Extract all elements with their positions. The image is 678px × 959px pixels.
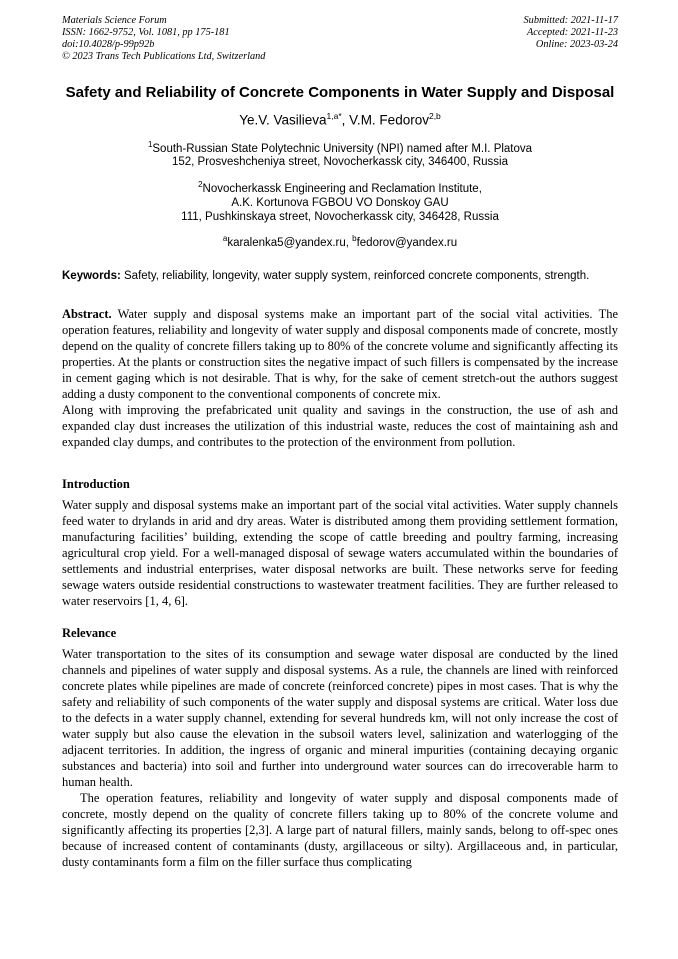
introduction-paragraph-1: Water supply and disposal systems make an important part of the social vital activities. Water supply channels feed water to drylands in arid and dry areas. Water is distributed among them providing settlement formation, manufacturing facilities’ building, extending the scope of cattle breeding and poultry farming, increasing agricultural crop yield. For a well-managed disposal of sewage waters accumulated within the boundaries of settlements and industrial enterprises, water disposal networks are built. These networks serve for feeding sewage waters outside residential constructions to wastewater treatment facilities. They are further released to water reservoirs [1, 4, 6]. bbox=[62, 497, 618, 608]
accepted-date: Accepted: 2021-11-23 bbox=[526, 27, 618, 38]
relevance-paragraph-1: Water transportation to the sites of its consumption and sewage water disposal are conducted by the lined channels and pipelines of water supply and disposal systems. As a rule, the channels are lined with reinforced concrete plates while pipelines are made of concrete (reinforced concrete) pipes in most cases. That is why the safety and reliability of such components of the water supply and disposal systems are critical. Water loss due to the defects in a water supply channel, extending for several hundreds km, will not only increase the cost of water supply but also cause the elevation in the subsoil waters level, salinization and waterlogging of the adjacent territories. In addition, the ingress of organic and mineral impurities (containing decaying organic substances and bacteria) into soil and further into underground water sources can do irrecoverable harm to human health. bbox=[62, 646, 618, 789]
abstract-paragraph-1 bbox=[62, 306, 618, 402]
author-1-name: Ye.V. Vasilieva bbox=[239, 112, 327, 128]
copyright-line: © 2023 Trans Tech Publications Ltd, Switzerland bbox=[62, 51, 266, 62]
affiliation-2-superscript: 2 bbox=[198, 180, 203, 190]
affiliation-2 bbox=[62, 178, 618, 224]
affiliation-2-line-1 bbox=[62, 178, 618, 196]
doi-line: doi:10.4028/p-99p92b bbox=[62, 39, 155, 50]
email-1-superscript: a bbox=[222, 234, 228, 244]
author-emails bbox=[62, 232, 618, 250]
journal-header-right bbox=[524, 15, 618, 63]
author-separator: , bbox=[341, 112, 350, 128]
email-1-address: karalenka5@yandex.ru, bbox=[227, 236, 353, 249]
abstract-label: Abstract. bbox=[62, 306, 112, 321]
relevance-paragraph-2: The operation features, reliability and longevity of water supply and disposal components made of concrete, mostly depend on the quality of concrete fillers taking up to 80% of the concrete volume and significantly affecting its properties [2,3]. A large part of natural fillers, mainly sands, belong to off-spec ones because of increased content of contaminants (dusty, argillaceous or silty). Argillaceous and, in particular, dusty contaminants form a film on the filler surface thus complicating bbox=[62, 790, 618, 869]
paper-title: Safety and Reliability of Concrete Components in Water Supply and Disposal bbox=[65, 84, 615, 101]
affiliation-1-text: South-Russian State Polytechnic University (NPI) named after M.I. Platova bbox=[152, 142, 533, 155]
author-2-name: V.M. Fedorov bbox=[349, 112, 429, 128]
abstract-text: Water supply and disposal systems make an important part of the social vital activities. The operation features, reliability and longevity of water supply and disposal components made of concrete, mostly depend on the quality of concrete fillers taking up to 80% of the concrete volume and significantly affecting its properties. At the plants or construction sites the negative impact of such fillers is compensated by the increase in cement gaging which is not desirable. That is why, for the sake of cement stretch-out the authors suggest adding a dusty component to the conventional components of concrete mix. bbox=[62, 306, 619, 401]
keywords-block bbox=[62, 269, 618, 284]
email-2-superscript: b bbox=[352, 234, 357, 244]
online-date: Online: 2023-03-24 bbox=[535, 39, 618, 50]
section-heading-relevance: Relevance bbox=[62, 625, 117, 640]
affiliation-1 bbox=[62, 138, 618, 170]
affiliation-2-line-2: A.K. Kortunova FGBOU VO Donskoy GAU bbox=[231, 197, 449, 210]
issn-volume-line: ISSN: 1662-9752, Vol. 1081, pp 175-181 bbox=[62, 27, 230, 38]
submitted-date: Submitted: 2021-11-17 bbox=[523, 15, 618, 26]
author-1-superscript: 1,a* bbox=[326, 111, 342, 121]
journal-header bbox=[62, 15, 618, 63]
keywords-label: Keywords: bbox=[62, 269, 121, 282]
keywords-text: Safety, reliability, longevity, water supply system, reinforced concrete components, strength. bbox=[124, 269, 590, 282]
authors-line bbox=[62, 108, 618, 129]
author-2-superscript: 2,b bbox=[428, 111, 441, 121]
affiliation-1-line-1 bbox=[62, 138, 618, 156]
section-heading-introduction: Introduction bbox=[62, 476, 130, 491]
affiliation-1-superscript: 1 bbox=[147, 139, 153, 149]
email-2-address: fedorov@yandex.ru bbox=[356, 236, 458, 249]
affiliation-1-line-2: 152, Prosveshcheniya street, Novocherkassk city, 346400, Russia bbox=[171, 156, 508, 169]
journal-header-left bbox=[62, 15, 265, 63]
journal-name: Materials Science Forum bbox=[62, 15, 167, 26]
affiliation-2-line-3: 111, Pushkinskaya street, Novocherkassk city, 346428, Russia bbox=[181, 211, 499, 224]
affiliation-2-text: Novocherkassk Engineering and Reclamation Institute, bbox=[202, 183, 482, 196]
abstract-paragraph-2: Along with improving the prefabricated unit quality and savings in the construction, the use of ash and expanded clay dust increases the utilization of this industrial waste, reduces the cost of maintaining ash and expanded clay dumps, and contributes to the protection of the environment from pollution. bbox=[62, 402, 618, 449]
